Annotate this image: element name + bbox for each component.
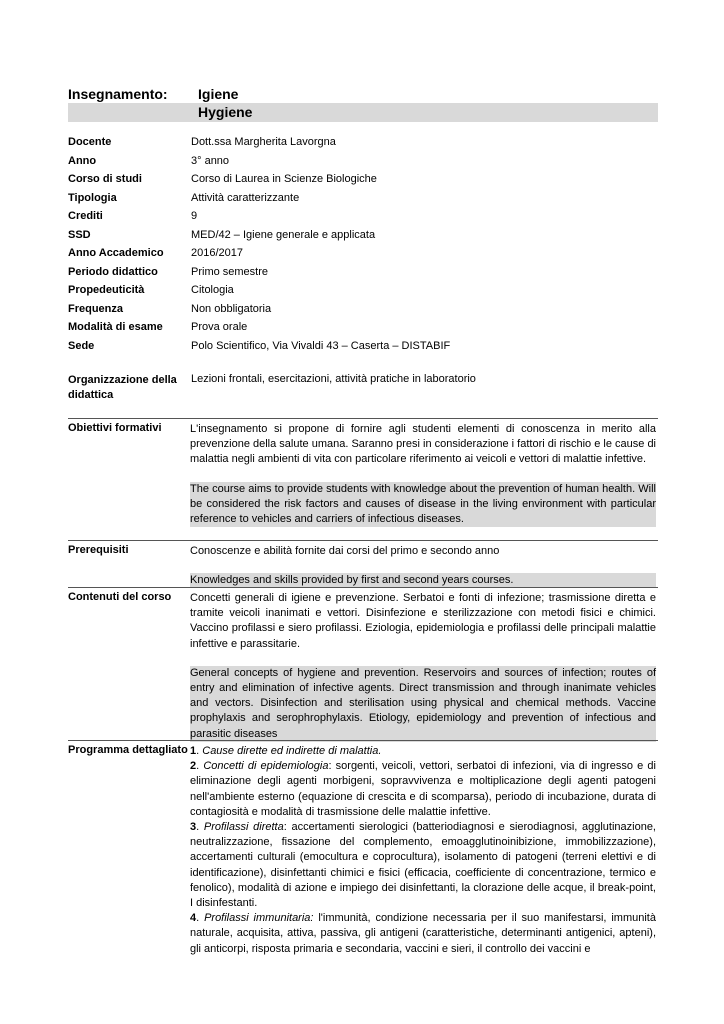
prerequisiti-body xyxy=(190,544,656,588)
info-key: Periodo didattico xyxy=(68,265,158,278)
course-header xyxy=(68,86,658,120)
info-value: Dott.ssa Margherita Lavorgna xyxy=(191,136,336,148)
info-key: Frequenza xyxy=(68,302,124,315)
programma-body xyxy=(190,744,656,957)
info-key: Sede xyxy=(68,339,95,352)
info-row xyxy=(68,266,658,285)
course-title-en: Hygiene xyxy=(198,104,253,120)
info-row xyxy=(68,321,658,340)
course-title-it: Igiene xyxy=(198,86,239,102)
prerequisiti-it: Conoscenze e abilità fornite dai corsi del primo e secondo anno xyxy=(190,545,500,557)
prerequisiti-en: Knowledges and skills provided by first and second years courses. xyxy=(190,573,656,588)
organizzazione-key: Organizzazione della didattica xyxy=(68,374,177,401)
course-info-table xyxy=(68,136,658,358)
info-row xyxy=(68,173,658,192)
info-key: Crediti xyxy=(68,210,103,222)
contenuti-section xyxy=(68,587,658,741)
programma-item: 1. Cause dirette ed indirette di malattia. xyxy=(190,745,382,757)
programma-item: 2. Concetti di epidemiologia: sorgenti, veicoli, vettori, serbatoi di infezioni, via di ingresso e di eliminazione degli agenti morbigeni, sopravvivenza e moltiplicazione degli agenti patogeni nell'ambiente esterno (equazione di crescita e di scomparsa), periodo di incubazione, durata di contagiosità e modalità di trasmissione delle malattie infettive. xyxy=(190,760,656,818)
programma-key: Programma dettagliato xyxy=(68,744,188,756)
info-value: Citologia xyxy=(191,284,234,296)
info-value: Non obbligatoria xyxy=(191,302,272,315)
info-row xyxy=(68,340,658,359)
programma-section xyxy=(68,740,658,961)
info-key: Corso di studi xyxy=(68,173,142,185)
info-key: Modalità di esame xyxy=(68,321,163,333)
info-row xyxy=(68,210,658,229)
contenuti-en: General concepts of hygiene and prevention. Reservoirs and sources of infection; routes of entry and elimination of infective agents. Direct transmission and through inanimate vehicles and vectors. Disinfection and sterilisation using physical and chemical methods. Vaccine prophylaxis and serophrophylaxis. Etiology, epidemiology and prevention of infectious and parasitic diseases xyxy=(190,666,656,742)
prerequisiti-key: Prerequisiti xyxy=(68,544,129,556)
info-row xyxy=(68,303,658,322)
info-row xyxy=(68,136,658,155)
programma-item: 4. Profilassi immunitaria: l'immunità, condizione necessaria per il suo manifestarsi, immunità naturale, acquisita, attiva, passiva, gli antigeni (caratteristiche, determinanti antigenici, apteni), gli anticorpi, risposta primaria e secondaria, vaccini e sieri, il controllo dei vaccini e xyxy=(190,912,656,955)
info-row xyxy=(68,155,658,174)
info-key: Anno xyxy=(68,154,97,167)
info-key: Propedeuticità xyxy=(68,284,145,296)
obiettivi-body xyxy=(190,422,656,527)
info-key: Tipologia xyxy=(68,191,117,204)
info-value: 2016/2017 xyxy=(191,247,243,259)
info-value: Primo semestre xyxy=(191,265,269,278)
obiettivi-en: The course aims to provide students with knowledge about the prevention of human health. Will be considered the risk factors and causes of disease in the living environment with particular reference to vehicles and carriers of infectious diseases. xyxy=(190,482,656,528)
obiettivi-section xyxy=(68,418,658,541)
info-row xyxy=(68,284,658,303)
info-row xyxy=(68,247,658,266)
course-label: Insegnamento: xyxy=(68,86,168,102)
prerequisiti-section xyxy=(68,540,658,588)
programma-item: 3. Profilassi diretta: accertamenti sierologici (batteriodiagnosi e sierodiagnosi, agglutinazione, neutralizzazione, fissazione del complemento, emoagglutinoinibizione, immobilizzazione), accertamenti culturali (emocultura e coprocultura), isolamento di patogeni (terreni elettivi e di identificazione), disinfettanti chimici e fisici (efficacia, coefficiente di concentrazione, termico e fenolico), modalità di azione e impiego dei disinfettanti, la clorazione delle acque, il break-point, I disinfestanti. xyxy=(190,821,656,910)
course-title-en-bar xyxy=(68,103,658,122)
info-value: MED/42 – Igiene generale e applicata xyxy=(191,228,376,241)
info-value: 3° anno xyxy=(191,154,230,167)
contenuti-it: Concetti generali di igiene e prevenzione. Serbatoi e fonti di infezione; trasmissione diretta e tramite veicoli inanimati e vettori. Disinfezione e sterilizzazione con metodi fisici e chimici. Vaccino profilassi e siero profilassi. Eziologia, epidemiologia e profilassi delle principali malattie infettive e parassitarie. xyxy=(190,592,656,650)
info-value: Polo Scientifico, Via Vivaldi 43 – Caserta – DISTABIF xyxy=(191,339,451,352)
info-key: SSD xyxy=(68,228,91,241)
info-key: Anno Accademico xyxy=(68,247,164,259)
organizzazione-value: Lezioni frontali, esercitazioni, attività pratiche in laboratorio xyxy=(191,373,476,385)
info-row xyxy=(68,192,658,211)
contenuti-key: Contenuti del corso xyxy=(68,591,172,603)
obiettivi-key: Obiettivi formativi xyxy=(68,422,162,434)
info-key: Docente xyxy=(68,136,112,148)
info-value: Prova orale xyxy=(191,321,248,333)
info-row xyxy=(68,229,658,248)
obiettivi-it: L'insegnamento si propone di fornire agli studenti elementi di conoscenza in merito alla prevenzione della salute umana. Saranno presi in considerazione i fattori di rischio e le cause di malattia negli ambienti di vita con particolare riferimento ai veicoli e vettori di malattie infettive. xyxy=(190,423,656,466)
info-value: 9 xyxy=(191,210,198,222)
contenuti-body xyxy=(190,591,656,742)
info-value: Corso di Laurea in Scienze Biologiche xyxy=(191,173,377,185)
info-value: Attività caratterizzante xyxy=(191,191,300,204)
